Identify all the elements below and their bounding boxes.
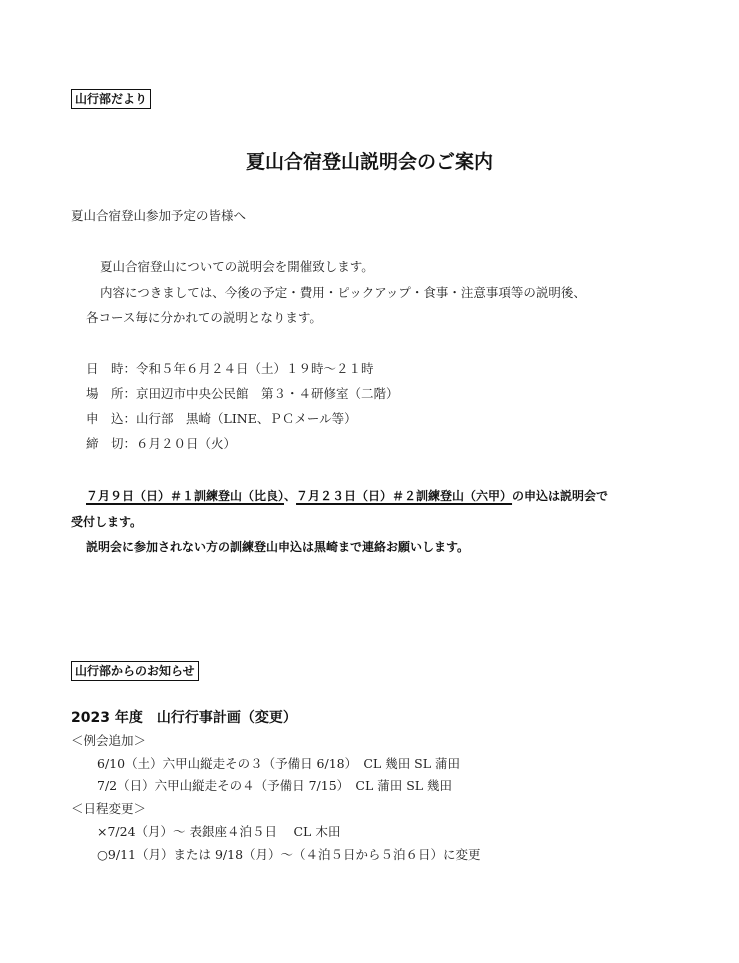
page-title: 夏山合宿登山説明会のご案内 [245, 151, 493, 173]
notice-line-3: 説明会に参加されない方の訓練登山申込は黒崎まで連絡お願いします。 [86, 540, 470, 554]
schedule-change-item: ×7/24（月）～ 表銀座４泊５日 CL 木田 [97, 824, 341, 839]
intro-line-3: 各コース毎に分かれての説明となります。 [86, 310, 322, 325]
detail-label: 申 込 [86, 411, 124, 426]
detail-row-place: 場 所：京田辺市中央公民館 第３・４研修室（二階） [86, 386, 399, 401]
detail-label: 日 時 [86, 361, 124, 376]
added-events-header: ＜例会追加＞ [71, 733, 147, 748]
detail-value: 山行部 黒崎（LINE、ＰＣメール等） [136, 411, 357, 426]
notice-event-2: ７月２３日（日）＃２訓練登山（六甲） [296, 489, 513, 503]
notice-line-2: 受付します。 [71, 515, 143, 529]
detail-row-datetime: 日 時：令和５年６月２４日（土）１９時～２１時 [86, 361, 374, 376]
added-event-item: 7/2（日）六甲山縦走その４（予備日 7/15） CL 蒲田 SL 幾田 [97, 778, 453, 793]
schedule-change-header: ＜日程変更＞ [71, 801, 147, 816]
plan-heading: 2023 年度 山行行事計画（変更） [71, 710, 297, 726]
intro-line-1: 夏山合宿登山についての説明会を開催致します。 [100, 259, 374, 274]
section-label-announcements: 山行部からのお知らせ [71, 661, 199, 681]
detail-label: 締 切 [86, 436, 124, 451]
detail-value: 令和５年６月２４日（土）１９時～２１時 [136, 361, 374, 376]
schedule-change-item: ○9/11（月）または 9/18（月）～（４泊５日から５泊６日）に変更 [97, 847, 481, 862]
added-event-item: 6/10（土）六甲山縦走その３（予備日 6/18） CL 幾田 SL 蒲田 [97, 756, 461, 771]
detail-value: 京田辺市中央公民館 第３・４研修室（二階） [136, 386, 399, 401]
notice-event-1: ７月９日（日）＃１訓練登山（比良） [86, 489, 285, 503]
greeting: 夏山合宿登山参加予定の皆様へ [71, 208, 247, 223]
intro-line-2: 内容につきましては、今後の予定・費用・ピックアップ・食事・注意事項等の説明後、 [100, 285, 586, 300]
detail-value: ６月２０日（火） [136, 436, 237, 451]
notice-line-1: ７月９日（日）＃１訓練登山（比良）、７月２３日（日）＃２訓練登山（六甲）の申込は説明会で [86, 489, 609, 503]
detail-row-deadline: 締 切：６月２０日（火） [86, 436, 237, 451]
detail-row-apply: 申 込：山行部 黒崎（LINE、ＰＣメール等） [86, 411, 357, 426]
detail-label: 場 所 [86, 386, 124, 401]
section-label-club-news: 山行部だより [71, 89, 151, 109]
